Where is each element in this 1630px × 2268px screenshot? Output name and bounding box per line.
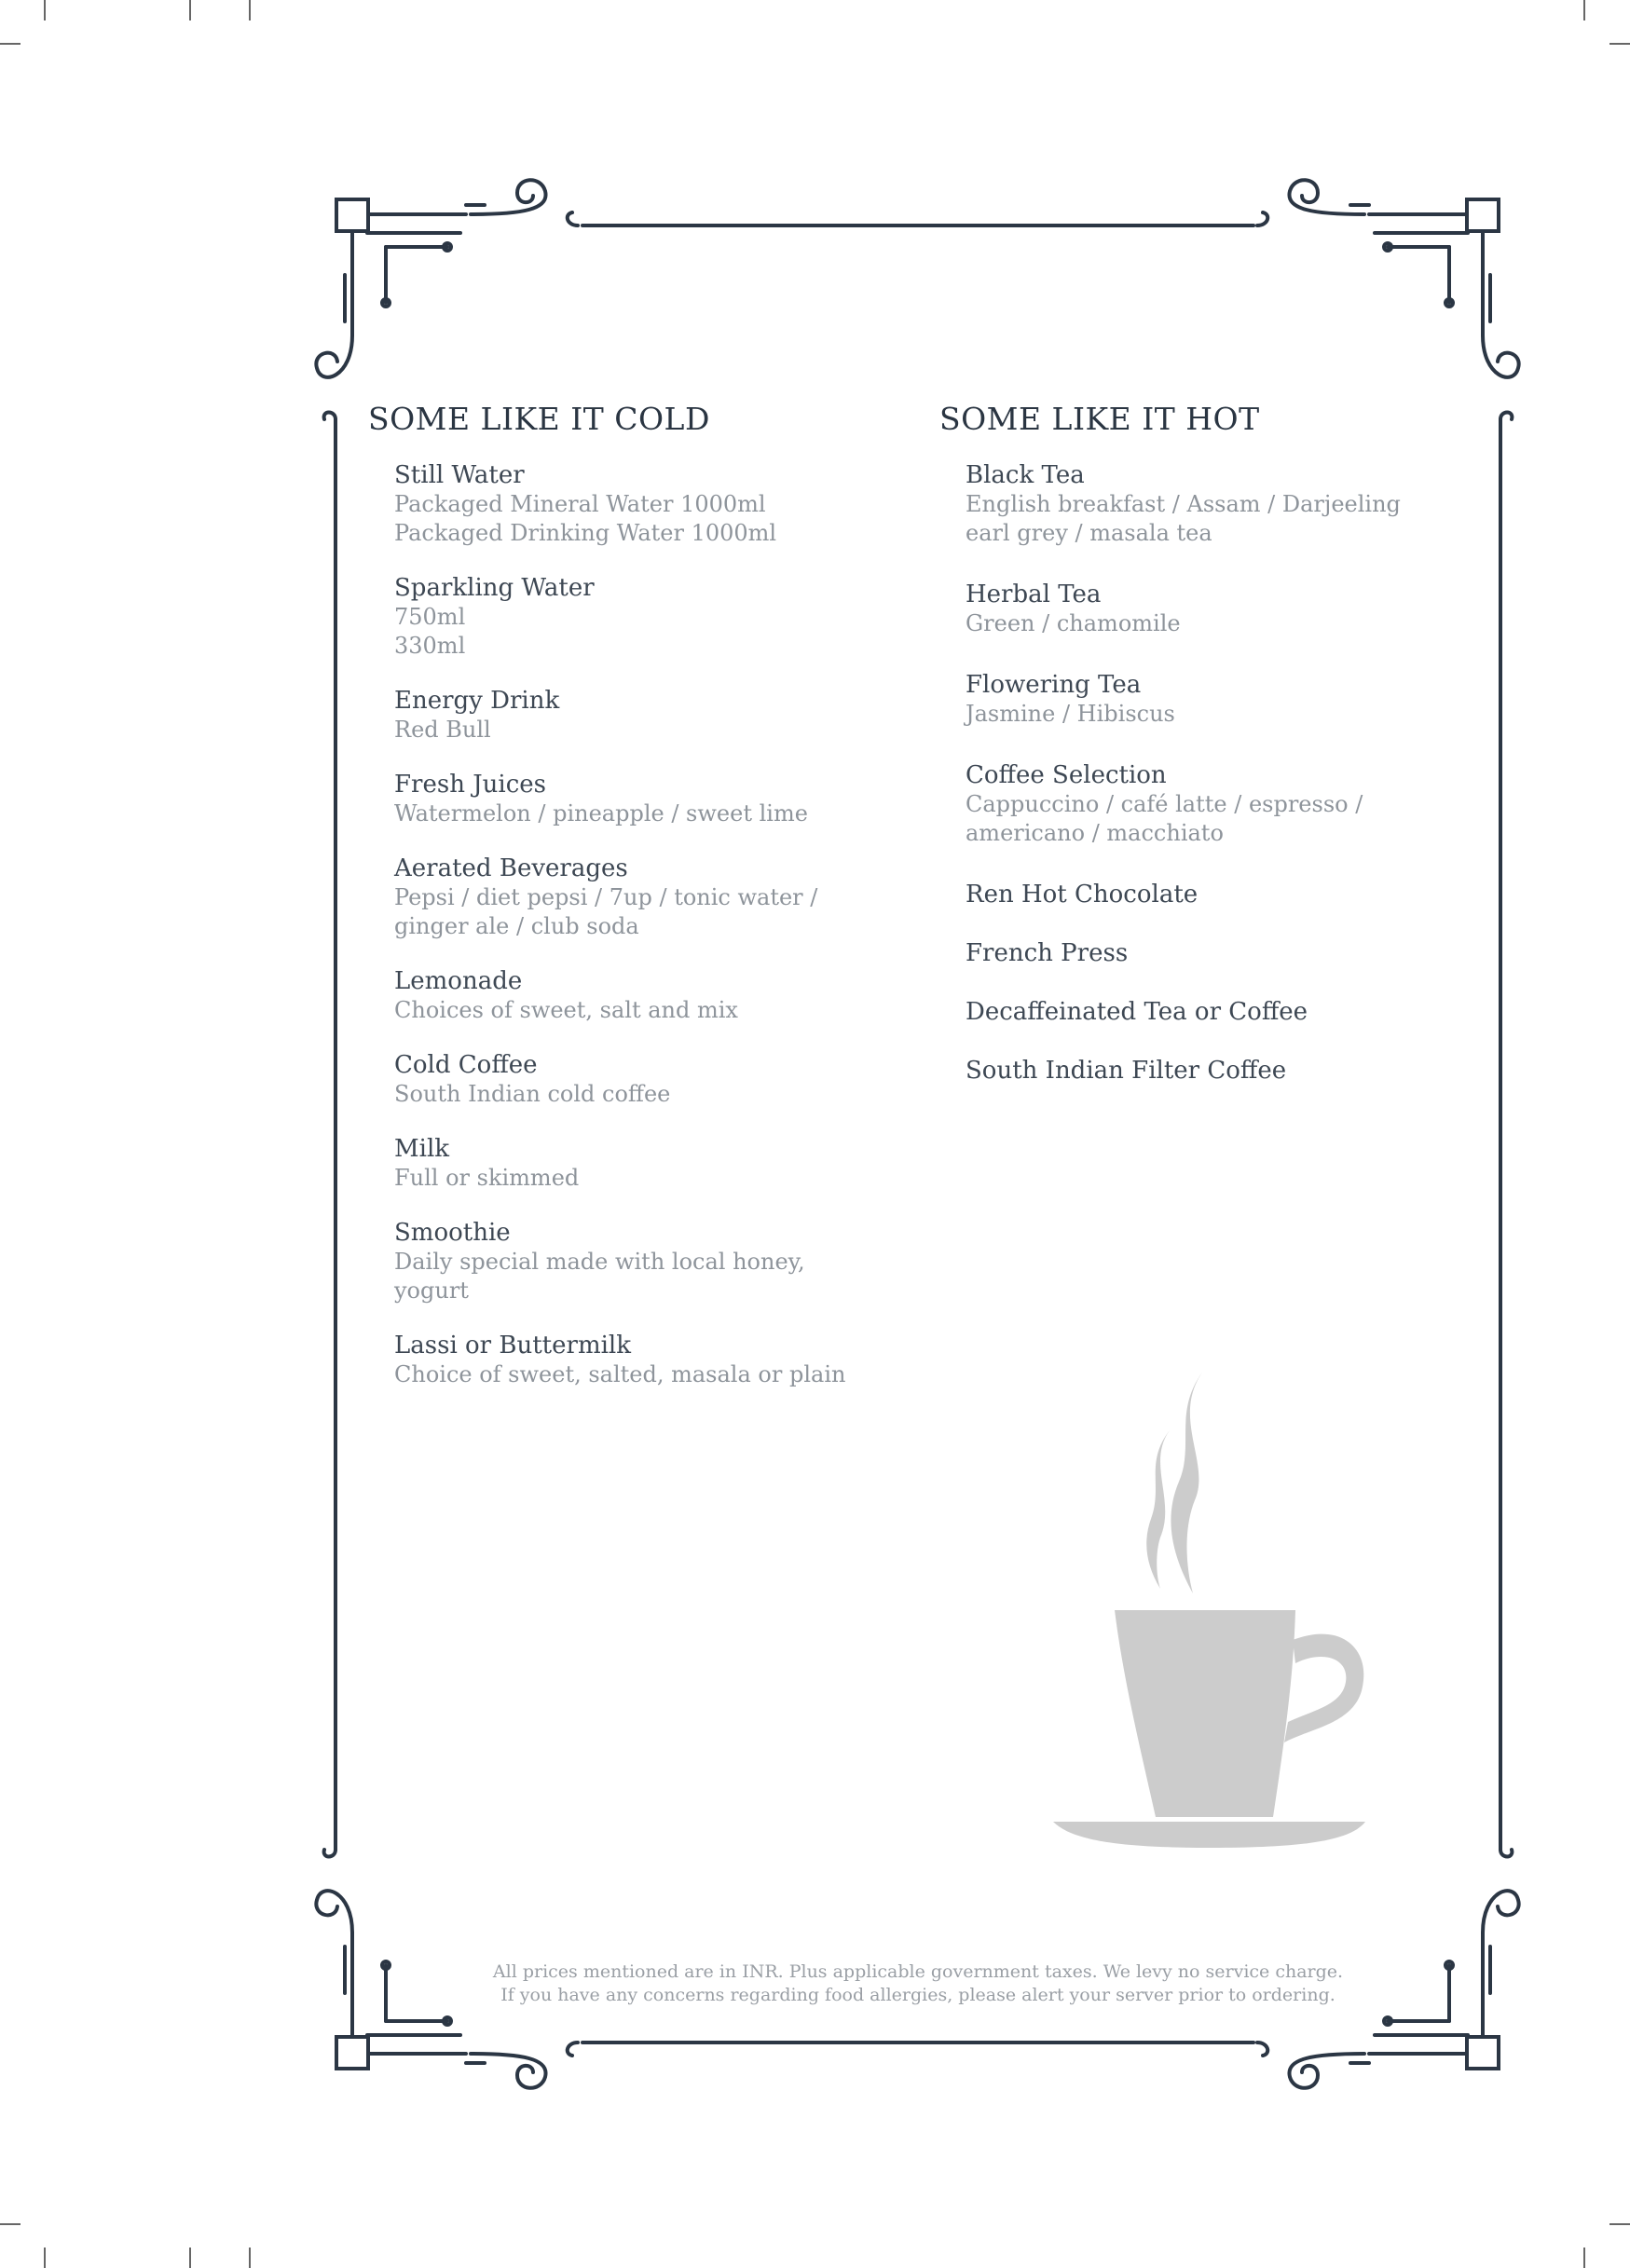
menu-item-description: Packaged Drinking Water 1000ml <box>394 520 777 546</box>
menu-item-name: Ren Hot Chocolate <box>966 881 1199 909</box>
menu-item <box>966 998 1461 1027</box>
menu-item <box>966 881 1461 909</box>
menu-item-name: Fresh Juices <box>394 771 546 799</box>
menu-item <box>966 461 1461 548</box>
coffee-cup-icon <box>1053 1370 1365 1848</box>
menu-item-name: Still Water <box>394 461 525 489</box>
menu-item-name: Flowering Tea <box>966 671 1142 699</box>
section-title-cold: SOME LIKE IT COLD <box>368 401 710 437</box>
menu-item-description: 750ml <box>394 604 466 630</box>
menu-item-name: Coffee Selection <box>966 761 1167 789</box>
hot-section <box>939 401 1461 1115</box>
menu-item <box>394 771 890 828</box>
menu-item-name: Sparkling Water <box>394 574 595 602</box>
footer-line-1: All prices mentioned are in INR. Plus applicable government taxes. We levy no service charge. <box>492 1961 1344 1982</box>
menu-item-name: Aerated Beverages <box>394 854 628 882</box>
menu-item-description: Pepsi / diet pepsi / 7up / tonic water / <box>394 884 818 910</box>
menu-item-description: South Indian cold coffee <box>394 1081 671 1107</box>
menu-item-description: Choice of sweet, salted, masala or plain <box>394 1361 846 1387</box>
menu-item-description: Cappuccino / café latte / espresso / <box>966 791 1363 817</box>
menu-item <box>394 1051 890 1109</box>
menu-item <box>394 967 890 1025</box>
menu-item <box>394 1219 890 1305</box>
menu-item-description: americano / macchiato <box>966 820 1224 846</box>
menu-item-name: French Press <box>966 939 1129 967</box>
menu-item <box>394 687 890 745</box>
menu-item-name: Herbal Tea <box>966 581 1102 608</box>
menu-item-description: earl grey / masala tea <box>966 520 1212 546</box>
menu-item <box>966 671 1461 729</box>
menu-item <box>966 761 1461 848</box>
menu-item-name: Lemonade <box>394 967 523 995</box>
menu-item-description: 330ml <box>394 633 466 659</box>
menu-item-name: Decaffeinated Tea or Coffee <box>966 998 1308 1026</box>
menu-item <box>394 1135 890 1193</box>
menu-item-name: Milk <box>394 1135 450 1163</box>
menu-item <box>394 854 890 941</box>
menu-item-description: Green / chamomile <box>966 610 1181 636</box>
menu-item <box>394 1332 890 1389</box>
menu-item-name: Energy Drink <box>394 687 560 715</box>
menu-item-description: Choices of sweet, salt and mix <box>394 997 738 1023</box>
menu-item-description: Full or skimmed <box>394 1165 580 1191</box>
menu-item <box>966 581 1461 638</box>
menu-item-description: ginger ale / club soda <box>394 913 639 939</box>
menu-item <box>394 461 890 548</box>
menu-item-description: Jasmine / Hibiscus <box>966 701 1175 727</box>
menu-item-description: Watermelon / pineapple / sweet lime <box>394 800 808 827</box>
menu-item <box>966 939 1461 968</box>
menu-item-name: Smoothie <box>394 1219 511 1247</box>
menu-item-description: Packaged Mineral Water 1000ml <box>394 491 766 517</box>
menu-item-description: Daily special made with local honey, <box>394 1249 805 1275</box>
menu-item <box>966 1057 1461 1086</box>
footer-line-2: If you have any concerns regarding food allergies, please alert your server prior to ordering. <box>500 1985 1336 2005</box>
menu-item-name: Cold Coffee <box>394 1051 538 1079</box>
hot-items <box>966 461 1461 1086</box>
cold-section <box>368 401 890 1415</box>
menu-item-name: Black Tea <box>966 461 1085 489</box>
cold-items <box>394 461 890 1389</box>
menu-item <box>394 574 890 661</box>
menu-item-name: South Indian Filter Coffee <box>966 1057 1287 1085</box>
footer-note <box>419 1961 1417 2007</box>
menu-item-description: Red Bull <box>394 717 491 743</box>
menu-item-description: English breakfast / Assam / Darjeeling <box>966 491 1401 517</box>
section-title-hot: SOME LIKE IT HOT <box>939 401 1260 437</box>
menu-item-name: Lassi or Buttermilk <box>394 1332 631 1359</box>
menu-item-description: yogurt <box>394 1277 469 1304</box>
